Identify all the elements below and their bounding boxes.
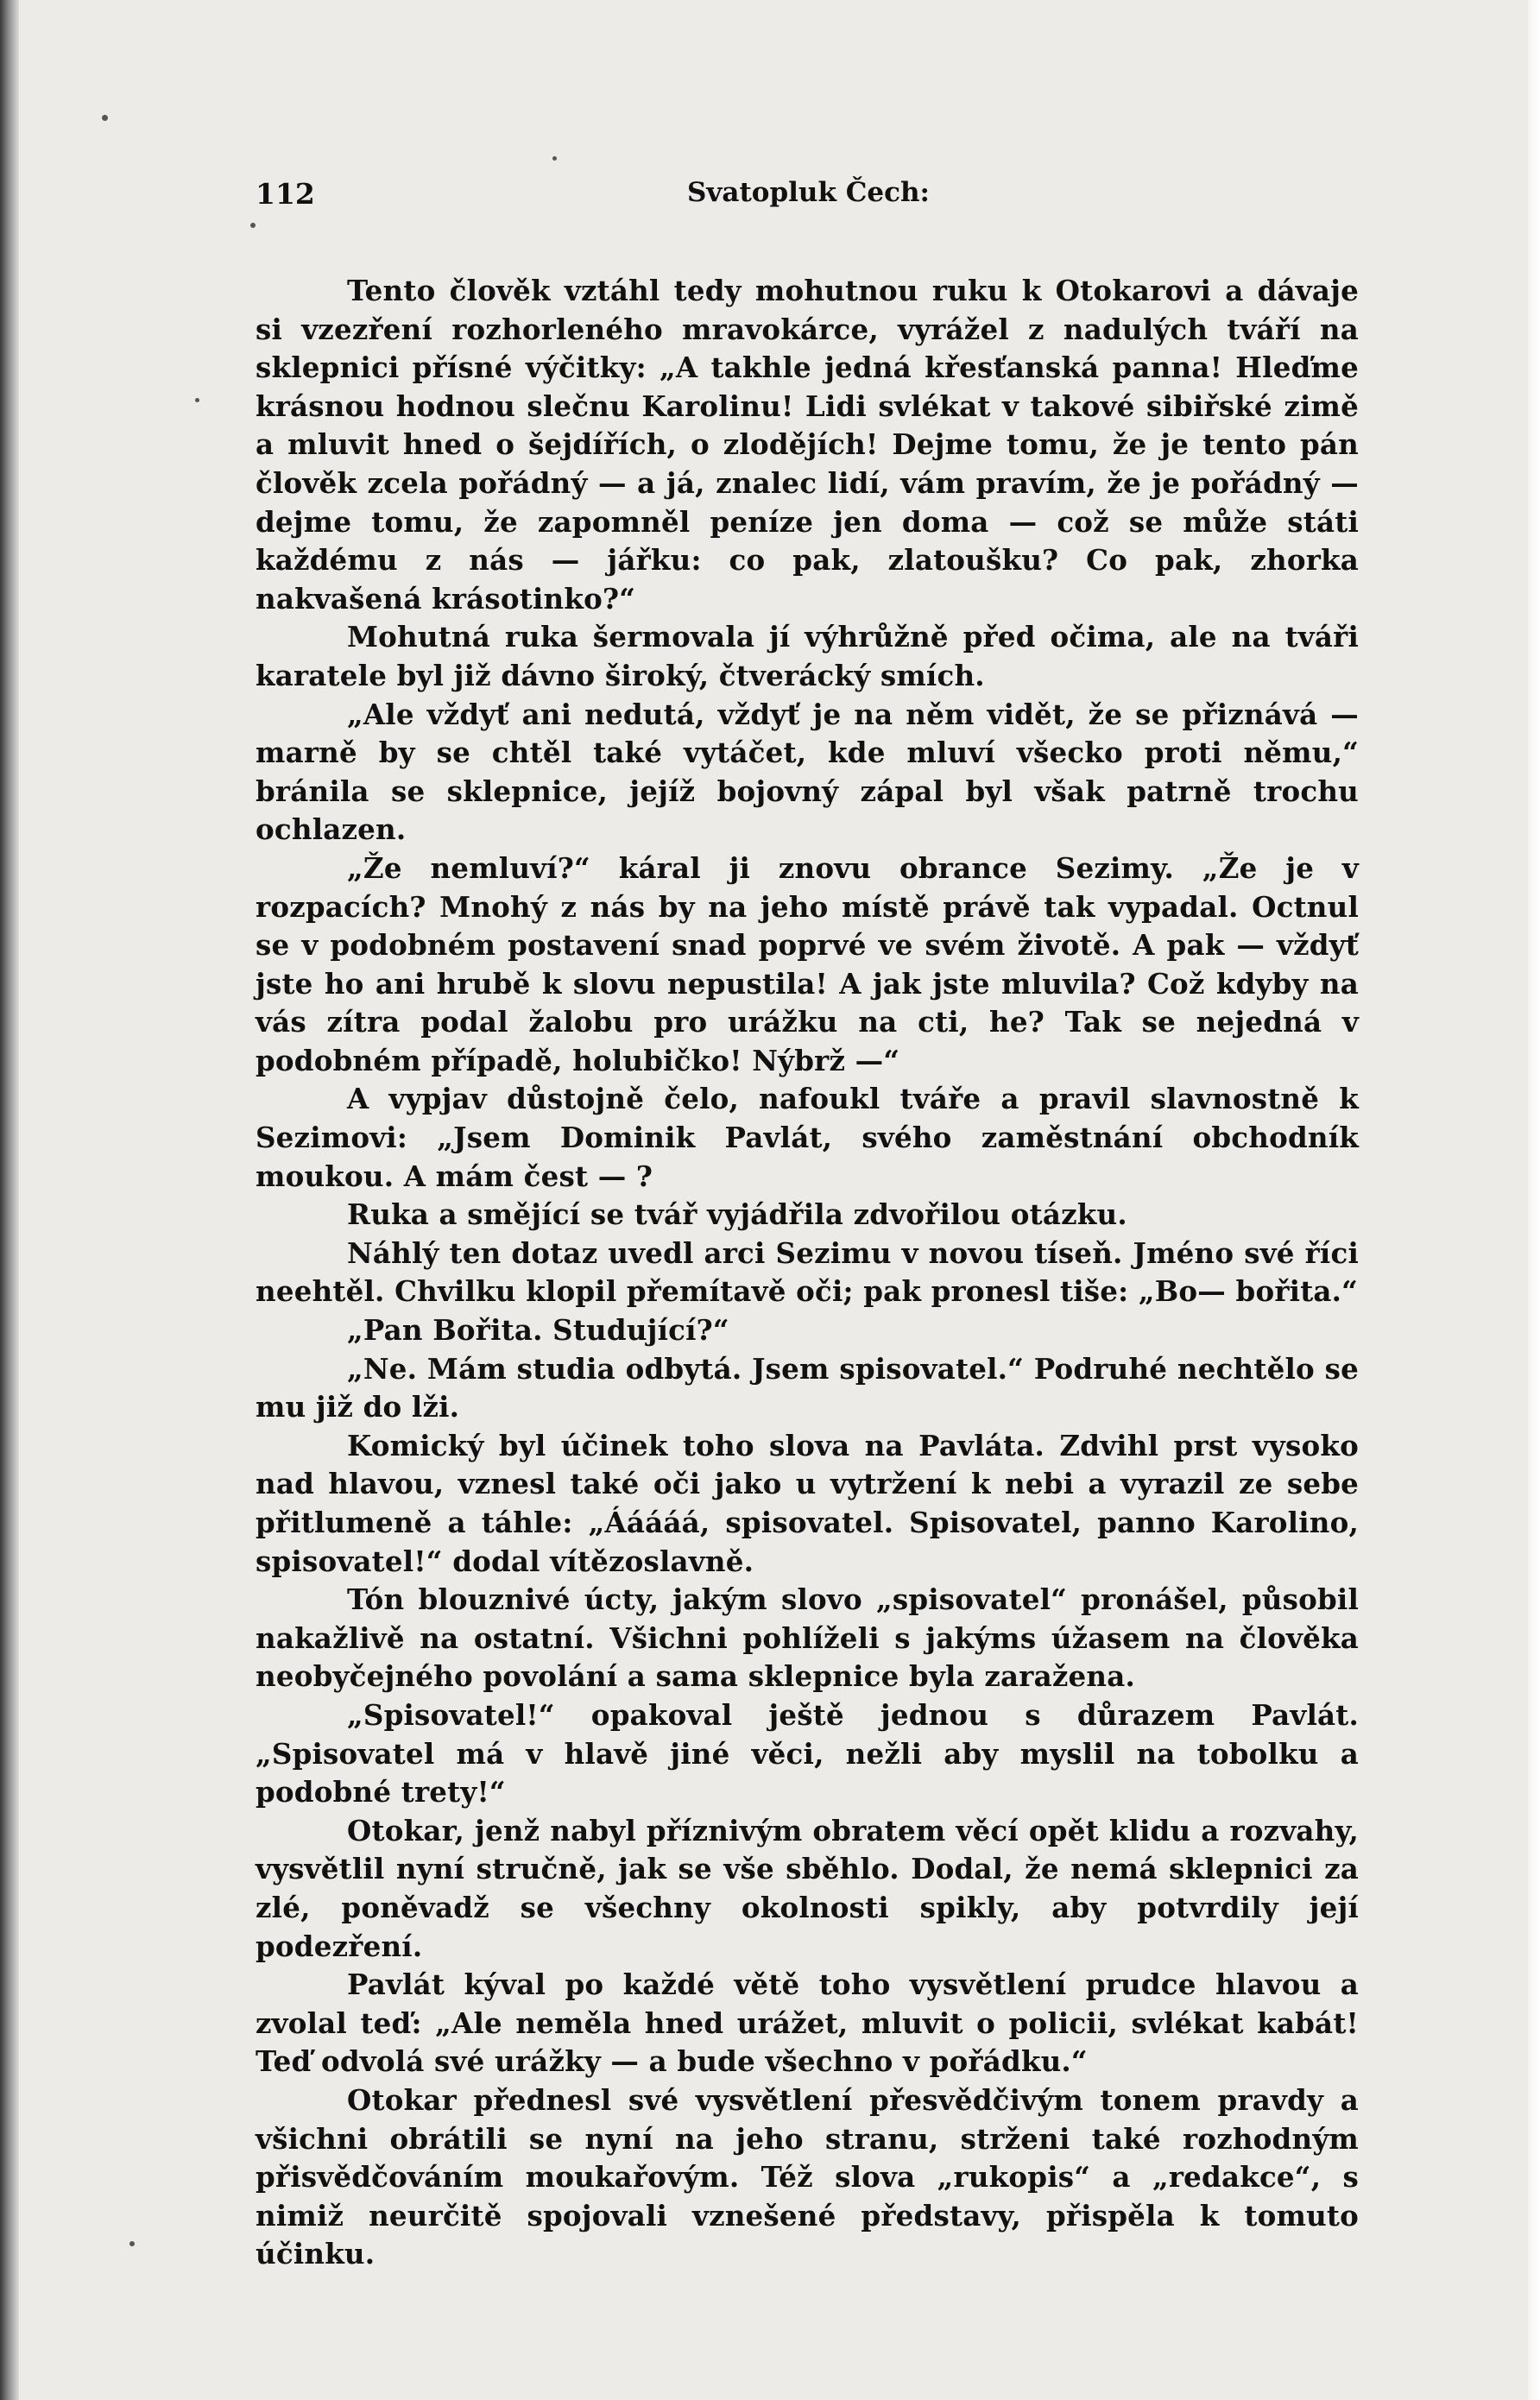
paragraph: „Ne. Mám studia odbytá. Jsem spisovatel.“ Podruhé nechtělo se mu již do lži. xyxy=(256,1351,1359,1424)
running-head xyxy=(256,177,1359,220)
paragraph: Otokar, jenž nabyl příznivým obratem věcí opět klidu a rozvahy, vysvětlil nyní stručně, jak se vše sběhlo. Dodal, že nemá sklepnici za zlé, poněvadž se všechny okolnosti spikly, aby potvrdily její podezření. xyxy=(256,1813,1359,1963)
dust-speck xyxy=(552,156,557,161)
dust-speck xyxy=(195,398,199,402)
paragraph: Komický byl účinek toho slova na Pavláta. Zdvihl prst vysoko nad hlavou, vznesl také oči jako u vytržení k nebi a vyrazil ze sebe přitlumeně a táhle: „Ááááá, spisovatel. Spisovatel, panno Karolino, spisovatel!“ dodal vítězoslavně. xyxy=(256,1428,1359,1578)
running-head-title: Svatopluk Čech: xyxy=(687,177,930,208)
paragraph: Tón blouznivé úcty, jakým slovo „spisovatel“ pronášel, působil nakažlivě na ostatní. Všichni pohlíželi s jakýms úžasem na člověka neobyčejného povolání a sama sklepnice byla zaražena. xyxy=(256,1582,1359,1694)
page-right-margin xyxy=(1528,0,1540,2400)
paragraph: Otokar přednesl své vysvětlení přesvědčivým tonem pravdy a všichni obrátili se nyní na jeho stranu, strženi také rozhodným přisvědčováním moukařovým. Též slova „rukopis“ a „redakce“, s nimiž neurčitě spojovali vznešené představy, přispěla k tomuto účinku. xyxy=(256,2082,1359,2271)
dust-speck xyxy=(102,115,108,121)
paragraph: Mohutná ruka šermovala jí výhrůžně před očima, ale na tváři karatele byl již dávno široký, čtverácký smích. xyxy=(256,620,1359,692)
paragraph: „Ale vždyť ani nedutá, vždyť je na něm vidět, že se přiznává — marně by se chtěl také vytáčet, kde mluví všecko proti němu,“ bránila se sklepnice, jejíž bojovný zápal byl však patrně trochu ochlazen. xyxy=(256,697,1359,847)
page-number: 112 xyxy=(256,177,315,211)
book-spine-shadow xyxy=(0,0,19,2400)
paragraph: Náhlý ten dotaz uvedl arci Sezimu v novou tíseň. Jméno své říci neehtěl. Chvilku klopil přemítavě oči; pak pronesl tiše: „Bo— bořita.“ xyxy=(256,1235,1359,1309)
paragraph: Pavlát kýval po každé větě toho vysvětlení prudce hlavou a zvolal teď: „Ale neměla hned urážet, mluvit o policii, svlékat kabát! Teď odvolá své urážky — a bude všechno v pořádku.“ xyxy=(256,1967,1359,2079)
dust-speck xyxy=(129,2241,135,2246)
paragraph: „Pan Bořita. Studující?“ xyxy=(347,1313,729,1348)
text-body xyxy=(256,272,1359,2274)
paragraph: Tento člověk vztáhl tedy mohutnou ruku k Otokarovi a dávaje si vzezření rozhorleného mravokárce, vyrážel z nadulých tváří na sklepnici přísné výčitky: „A takhle jedná křesťanská panna! Hleďme krásnou hodnou slečnu Karolinu! Lidi svlékat v takové sibiřské zimě a mluvit hned o šejdířích, o zlodějích! Dejme tomu, že je tento pán člověk zcela pořádný — a já, znalec lidí, vám pravím, že je pořádný — dejme tomu, že zapomněl peníze jen doma — což se může státi každému z nás — jářku: co pak, zlatoušku? Co pak, zhorka nakvašená krásotinko?“ xyxy=(256,274,1359,616)
paragraph: A vypjav důstojně čelo, nafoukl tváře a pravil slavnostně k Sezimovi: „Jsem Dominik Pavlát, svého zaměstnání obchodník moukou. A mám čest — ? xyxy=(256,1082,1359,1193)
paragraph: „Že nemluví?“ káral ji znovu obrance Sezimy. „Že je v rozpacích? Mnohý z nás by na jeho místě právě tak vypadal. Octnul se v podobném postavení snad poprvé ve svém životě. A pak — vždyť jste ho ani hrubě k slovu nepustila! A jak jste mluvila? Což kdyby na vás zítra podal žalobu pro urážku na cti, he? Tak se nejedná v podobném případě, holubičko! Nýbrž —“ xyxy=(256,850,1359,1077)
paragraph: Ruka a smějící se tvář vyjádřila zdvořilou otázku. xyxy=(347,1197,1127,1232)
book-page xyxy=(256,177,1359,2301)
paragraph: „Spisovatel!“ opakoval ještě jednou s důrazem Pavlát. „Spisovatel má v hlavě jiné věci, nežli aby myslil na tobolku a podobné trety!“ xyxy=(256,1697,1359,1809)
